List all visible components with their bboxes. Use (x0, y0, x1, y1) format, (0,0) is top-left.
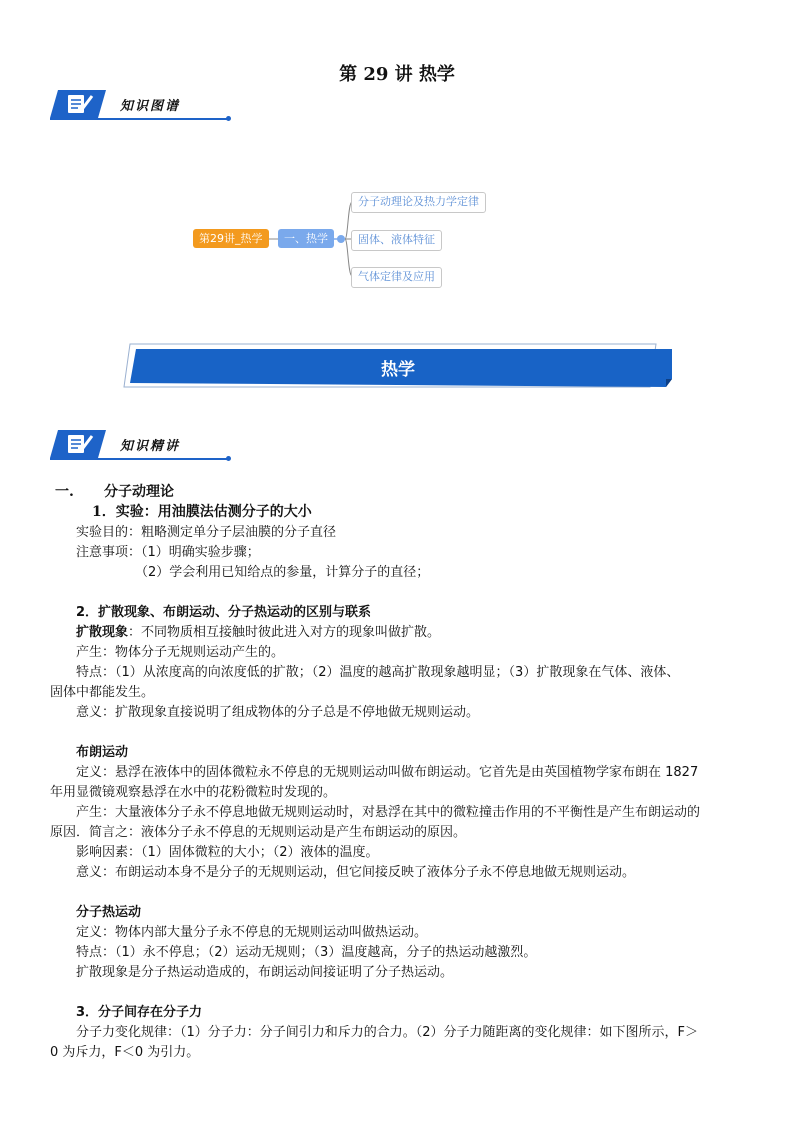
paragraph: 特点：（1）永不停息；（2）运动无规则；（3）温度越高，分子的热运动越激烈。 (76, 945, 537, 960)
paragraph (76, 623, 440, 643)
section-header-knowledge-lecture (50, 430, 250, 464)
paragraph: 产生：物体分子无规则运动产生的。 (76, 645, 285, 660)
paragraph: 注意事项：（1）明确实验步骤； (76, 545, 260, 560)
notebook-pen-icon (50, 90, 106, 118)
term-diffusion: 扩散现象 (76, 625, 129, 640)
paragraph: 意义：布朗运动本身不是分子的无规则运动，但它间接反映了液体分子永不停息地做无规则运动。 (76, 865, 636, 880)
topic-banner (122, 343, 674, 389)
paragraph: 实验目的：粗略测定单分子层油膜的分子直径 (76, 525, 337, 540)
term-brownian: 布朗运动 (76, 745, 129, 760)
notebook-pen-icon (50, 430, 106, 458)
paragraph: 原因．简言之：液体分子永不停息的无规则运动是产生布朗运动的原因。 (50, 825, 467, 840)
paragraph: 影响因素：（1）固体微粒的大小；（2）液体的温度。 (76, 845, 379, 860)
section-underline (50, 458, 230, 460)
paragraph: 定义：物体内部大量分子永不停息的无规则运动叫做热运动。 (76, 925, 428, 940)
term-thermal-motion: 分子热运动 (76, 905, 142, 920)
subheading-diffusion-brownian: 2．扩散现象、布朗运动、分子热运动的区别与联系 (76, 605, 372, 620)
subheading-molecular-force: 3．分子间存在分子力 (76, 1005, 203, 1020)
paragraph: 分子力变化规律：（1）分子力：分子间引力和斥力的合力。（2）分子力随距离的变化规律：如下图所示，F＞ (76, 1025, 699, 1040)
section-label: 知识精讲 (120, 439, 181, 454)
banner-title: 热学 (381, 360, 415, 380)
paragraph: （2）学会利用已知给点的参量，计算分子的直径； (135, 565, 430, 580)
page-title: 第 29 讲 热学 (339, 64, 455, 85)
paragraph: 定义：悬浮在液体中的固体微粒永不停息的无规则运动叫做布朗运动。它首先是由英国植物学家布朗在 1827 (76, 765, 699, 780)
section-underline (50, 118, 230, 120)
section-underline-dot (226, 116, 231, 121)
section-label: 知识图谱 (120, 99, 181, 114)
paragraph: 扩散现象是分子热运动造成的，布朗运动间接证明了分子热运动。 (76, 965, 454, 980)
mindmap-leaf-solid-liquid: 固体、液体特征 (351, 230, 442, 251)
paragraph: 产生：大量液体分子永不停息地做无规则运动时，对悬浮在其中的微粒撞击作用的不平衡性是产生布朗运动的 (76, 805, 701, 820)
paragraph: 意义：扩散现象直接说明了组成物体的分子总是不停地做无规则运动。 (76, 705, 480, 720)
mindmap-level1: 一、热学 (278, 229, 334, 248)
paragraph: 特点：（1）从浓度高的向浓度低的扩散；（2）温度的越高扩散现象越明显；（3）扩散现象在气体、液体、 (76, 665, 680, 680)
mindmap-leaf-gas-laws: 气体定律及应用 (351, 267, 442, 288)
mindmap-root: 第29讲_热学 (193, 229, 269, 248)
paragraph: 年用显微镜观察悬浮在水中的花粉微粒时发现的。 (50, 785, 337, 800)
section-header-knowledge-map (50, 90, 250, 124)
mindmap-leaf-kinetic-theory: 分子动理论及热力学定律 (351, 192, 486, 213)
heading-number: 一. (55, 484, 74, 500)
paragraph: 固体中都能发生。 (50, 685, 155, 700)
definition-diffusion: ：不同物质相互接触时彼此进入对方的现象叫做扩散。 (128, 625, 441, 640)
subheading-oil-film: 1．实验：用油膜法估测分子的大小 (92, 504, 312, 520)
paragraph: 0 为斥力，F＜0 为引力。 (50, 1045, 200, 1060)
section-underline-dot (226, 456, 231, 461)
heading-kinetic-theory: 分子动理论 (104, 484, 174, 500)
